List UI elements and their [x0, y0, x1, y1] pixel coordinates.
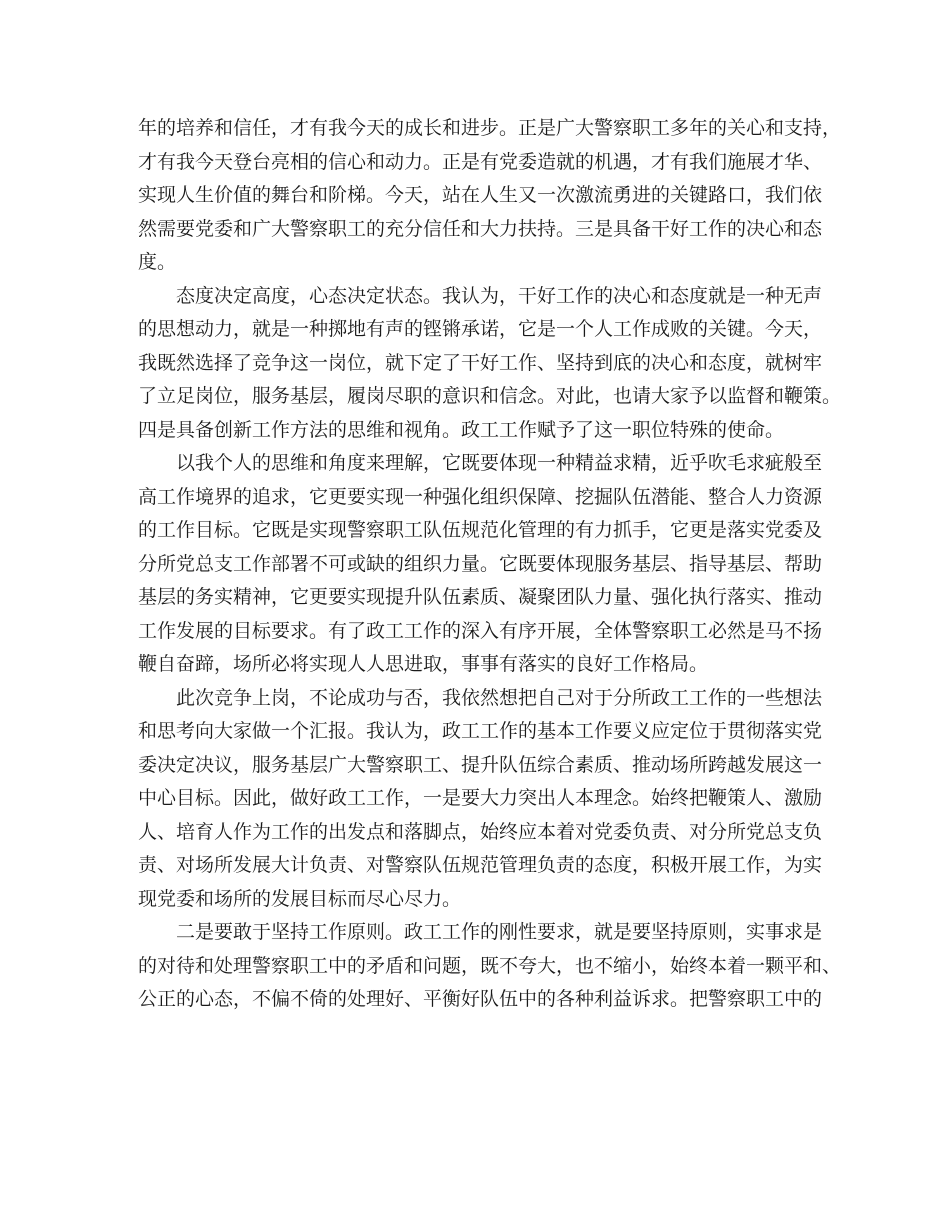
text-line: 以我个人的思维和角度来理解，它既要体现一种精益求精，近乎吹毛求疵般至 — [176, 452, 823, 474]
text-line: 我既然选择了竞争这一岗位，就下定了干好工作、坚持到底的决心和态度，就树牢 — [138, 351, 823, 374]
text-line: 和思考向大家做一个汇报。我认为，政工工作的基本工作要义应定位于贯彻落实党 — [138, 720, 823, 742]
text-line: 四是具备创新工作方法的思维和视角。政工工作赋予了这一职位特殊的使命。 — [138, 418, 785, 441]
paragraph — [138, 916, 842, 1017]
document-body — [138, 112, 842, 1017]
paragraph — [138, 280, 842, 448]
text-line: 年的培养和信任，才有我今天的成长和进步。正是广大警察职工多年的关心和支持， — [138, 117, 842, 139]
text-line: 高工作境界的追求，它更要实现一种强化组织保障、挖掘队伍潜能、整合人力资源 — [138, 485, 823, 508]
text-line: 委决定决议，服务基层广大警察职工、提升队伍综合素质、推动场所跨越发展这一 — [138, 753, 823, 776]
text-line: 基层的务实精神，它更要实现提升队伍素质、凝聚团队力量、强化执行落实、推动 — [138, 586, 823, 608]
text-line: 然需要党委和广大警察职工的充分信任和大力扶持。三是具备干好工作的决心和态 — [138, 217, 823, 240]
text-line: 现党委和场所的发展目标而尽心尽力。 — [138, 887, 462, 910]
text-line: 此次竞争上岗，不论成功与否，我依然想把自己对于分所政工工作的一些想法 — [176, 686, 823, 709]
text-line: 的对待和处理警察职工中的矛盾和问题，既不夸大，也不缩小，始终本着一颗平和、 — [138, 954, 842, 977]
paragraph — [138, 447, 828, 682]
text-line: 才有我今天登台亮相的信心和动力。正是有党委造就的机遇，才有我们施展才华、 — [138, 150, 823, 173]
text-line: 态度决定高度，心态决定状态。我认为，干好工作的决心和态度就是一种无声 — [176, 284, 823, 307]
text-line: 中心目标。因此，做好政工工作，一是要大力突出人本理念。始终把鞭策人、激励 — [138, 787, 823, 809]
text-line: 人、培育人作为工作的出发点和落脚点，始终应本着对党委负责、对分所党总支负 — [138, 820, 823, 843]
paragraph — [138, 112, 842, 280]
text-line: 鞭自奋蹄，场所必将实现人人思进取，事事有落实的良好工作格局。 — [138, 653, 709, 675]
text-line: 分所党总支工作部署不可或缺的组织力量。它既要体现服务基层、指导基层、帮助 — [138, 552, 823, 575]
text-line: 工作发展的目标要求。有了政工工作的深入有序开展，全体警察职工必然是马不扬 — [138, 619, 823, 642]
text-line: 的工作目标。它既是实现警察职工队伍规范化管理的有力抓手，它更是落实党委及 — [138, 519, 823, 541]
text-line: 实现人生价值的舞台和阶梯。今天，站在人生又一次激流勇进的关键路口，我们依 — [138, 184, 823, 206]
paragraph — [138, 682, 828, 917]
text-line: 的思想动力，就是一种掷地有声的铿锵承诺，它是一个人工作成败的关键。今天， — [138, 318, 823, 340]
text-line: 公正的心态，不偏不倚的处理好、平衡好队伍中的各种利益诉求。把警察职工中的 — [138, 988, 823, 1010]
text-line: 度。 — [138, 251, 177, 273]
text-line: 了立足岗位，服务基层，履岗尽职的意识和信念。对此，也请大家予以监督和鞭策。 — [138, 385, 842, 407]
text-line: 二是要敢于坚持工作原则。政工工作的刚性要求，就是要坚持原则，实事求是 — [176, 921, 823, 943]
text-line: 责、对场所发展大计负责、对警察队伍规范管理负责的态度，积极开展工作，为实 — [138, 854, 823, 876]
